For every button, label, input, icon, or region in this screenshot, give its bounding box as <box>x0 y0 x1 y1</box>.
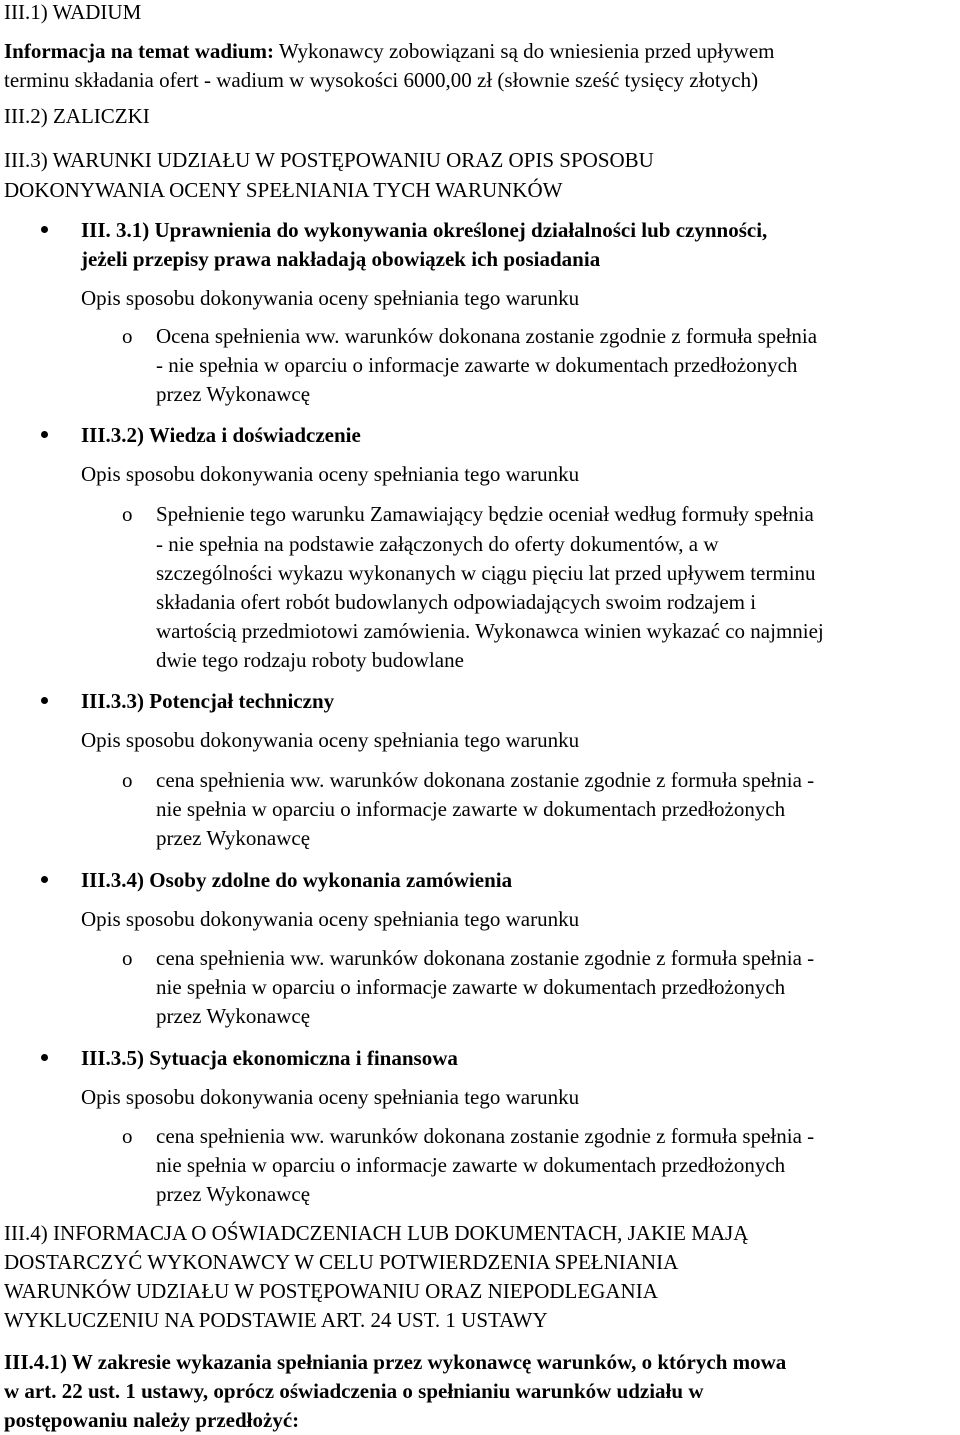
opis-label: Opis sposobu dokonywania oceny spełniania tego warunku <box>81 462 580 486</box>
condition-desc-3-5-line-2: nie spełnia w oparciu o informacje zawarte w dokumentach przedłożonych <box>156 1153 786 1177</box>
condition-desc-3-4-line-2: nie spełnia w oparciu o informacje zawarte w dokumentach przedłożonych <box>156 975 786 999</box>
wadium-text-1: Wykonawcy zobowiązani są do wniesienia przed upływem <box>274 39 775 63</box>
circle-bullet-icon: o <box>122 768 133 792</box>
bullet-icon <box>41 431 48 438</box>
bullet-icon <box>41 226 48 233</box>
section-heading-informacja-3: WARUNKÓW UDZIAŁU W POSTĘPOWANIU ORAZ NIEPODLEGANIA <box>4 1279 658 1303</box>
bullet-icon <box>41 876 48 883</box>
subsection-4-1-line-2: w art. 22 ust. 1 ustawy, oprócz oświadczenia o spełnianiu warunków udziału w <box>4 1379 704 1403</box>
condition-desc-3-5-line-3: przez Wykonawcę <box>156 1182 311 1206</box>
condition-desc-3-2-line-5: wartością przedmiotowi zamówienia. Wykonawca winien wykazać co najmniej <box>156 619 824 643</box>
condition-desc-3-2-line-3: szczególności wykazu wykonanych w ciągu pięciu lat przed upływem terminu <box>156 561 816 585</box>
condition-title-3-5: III.3.5) Sytuacja ekonomiczna i finansowa <box>81 1046 458 1070</box>
subsection-4-1-line-3: postępowaniu należy przedłożyć: <box>4 1408 300 1432</box>
condition-title-3-2: III.3.2) Wiedza i doświadczenie <box>81 423 361 447</box>
section-heading-zaliczki: III.2) ZALICZKI <box>4 104 150 128</box>
section-heading-wadium: III.1) WADIUM <box>4 0 142 24</box>
condition-desc-3-1-line-3: przez Wykonawcę <box>156 382 311 406</box>
condition-desc-3-1-line-1: Ocena spełnienia ww. warunków dokonana zostanie zgodnie z formuła spełnia <box>156 324 818 348</box>
condition-desc-3-3-line-1: cena spełnienia ww. warunków dokonana zostanie zgodnie z formuła spełnia - <box>156 768 815 792</box>
condition-desc-3-2-line-6: dwie tego rodzaju roboty budowlane <box>156 648 464 672</box>
condition-desc-3-3-line-2: nie spełnia w oparciu o informacje zawarte w dokumentach przedłożonych <box>156 797 786 821</box>
circle-bullet-icon: o <box>122 1124 133 1148</box>
subsection-4-1-line-1: III.4.1) W zakresie wykazania spełniania przez wykonawcę warunków, o których mowa <box>4 1350 787 1374</box>
wadium-info-line-1 <box>4 37 775 66</box>
circle-bullet-icon: o <box>122 946 133 970</box>
section-heading-warunki-2: DOKONYWANIA OCENY SPEŁNIANIA TYCH WARUNKÓW <box>4 178 563 202</box>
section-heading-informacja-2: DOSTARCZYĆ WYKONAWCY W CELU POTWIERDZENIA SPEŁNIANIA <box>4 1250 679 1274</box>
condition-desc-3-4-line-1: cena spełnienia ww. warunków dokonana zostanie zgodnie z formuła spełnia - <box>156 946 815 970</box>
section-heading-informacja-1: III.4) INFORMACJA O OŚWIADCZENIACH LUB DOKUMENTACH, JAKIE MAJĄ <box>4 1221 749 1245</box>
wadium-info-line-2: terminu składania ofert - wadium w wysokości 6000,00 zł (słownie sześć tysięcy złotych) <box>4 68 759 92</box>
condition-title-3-3: III.3.3) Potencjał techniczny <box>81 689 335 713</box>
section-heading-informacja-4: WYKLUCZENIU NA PODSTAWIE ART. 24 UST. 1 USTAWY <box>4 1308 548 1332</box>
condition-title-3-4: III.3.4) Osoby zdolne do wykonania zamówienia <box>81 868 513 892</box>
condition-desc-3-1-line-2: - nie spełnia w oparciu o informacje zawarte w dokumentach przedłożonych <box>156 353 798 377</box>
condition-desc-3-4-line-3: przez Wykonawcę <box>156 1004 311 1028</box>
condition-title-3-1-line-1: III. 3.1) Uprawnienia do wykonywania określonej działalności lub czynności, <box>81 218 768 242</box>
condition-title-3-1-line-2: jeżeli przepisy prawa nakładają obowiązek ich posiadania <box>81 247 601 271</box>
condition-desc-3-2-line-1: Spełnienie tego warunku Zamawiający będzie oceniał według formuły spełnia <box>156 502 814 526</box>
condition-desc-3-2-line-4: składania ofert robót budowlanych odpowiadających swoim rodzajem i <box>156 590 757 614</box>
condition-desc-3-2-line-2: - nie spełnia na podstawie załączonych do oferty dokumentów, a w <box>156 532 719 556</box>
bullet-icon <box>41 697 48 704</box>
wadium-label: Informacja na temat wadium: <box>4 39 275 63</box>
section-heading-warunki-1: III.3) WARUNKI UDZIAŁU W POSTĘPOWANIU ORAZ OPIS SPOSOBU <box>4 148 654 172</box>
circle-bullet-icon: o <box>122 324 133 348</box>
condition-desc-3-3-line-3: przez Wykonawcę <box>156 826 311 850</box>
circle-bullet-icon: o <box>122 502 133 526</box>
opis-label: Opis sposobu dokonywania oceny spełniania tego warunku <box>81 728 580 752</box>
opis-label: Opis sposobu dokonywania oceny spełniania tego warunku <box>81 286 580 310</box>
bullet-icon <box>41 1054 48 1061</box>
opis-label: Opis sposobu dokonywania oceny spełniania tego warunku <box>81 1085 580 1109</box>
condition-desc-3-5-line-1: cena spełnienia ww. warunków dokonana zostanie zgodnie z formuła spełnia - <box>156 1124 815 1148</box>
opis-label: Opis sposobu dokonywania oceny spełniania tego warunku <box>81 907 580 931</box>
